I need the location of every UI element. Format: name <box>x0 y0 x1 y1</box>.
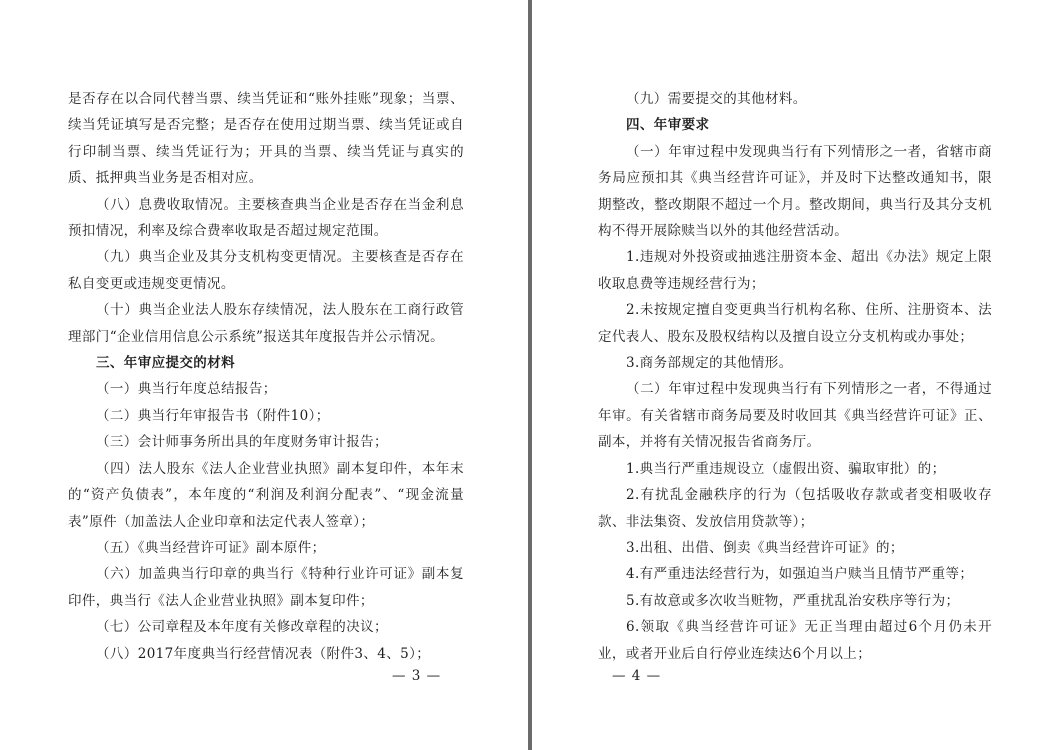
page-number: — 4 — <box>612 668 662 684</box>
section-heading: 四、年审要求 <box>626 117 710 134</box>
list-item: （四）法人股东《法人企业营业执照》副本复印件，本年末的“资产负债表”，本年度的“利润及利润分配表”、“现金流量表”原件（加盖法人企业印章和法定代表人签章）； <box>68 460 464 530</box>
document-page-3 <box>0 0 528 750</box>
list-item: 6.领取《典当经营许可证》无正当理由超过6个月仍未开业，或者开业后自行停业连续达6个月以上； <box>598 619 992 662</box>
paragraph: （十）典当企业法人股东存续情况，法人股东在工商行政管理部门“企业信用信息公示系统”报送其年度报告并公示情况。 <box>68 302 464 345</box>
list-item: （六）加盖典当行印章的典当行《特种行业许可证》副本复印件，典当行《法人企业营业执照》副本复印件； <box>68 566 464 609</box>
list-item: 1.违规对外投资或抽逃注册资本金、超出《办法》规定上限收取息费等违规经营行为； <box>598 249 992 292</box>
paragraph: （九）典当企业及其分支机构变更情况。主要核查是否存在私自变更或违规变更情况。 <box>68 249 464 292</box>
list-item: （三）会计师事务所出具的年度财务审计报告； <box>96 434 388 451</box>
list-item: 3.出租、出借、倒卖《典当经营许可证》的； <box>626 539 904 556</box>
list-item: （九）需要提交的其他材料。 <box>626 91 807 107</box>
page-4-body <box>598 86 992 667</box>
list-item: （一）典当行年度总结报告； <box>96 381 277 398</box>
list-item: （七）公司章程及本年度有关修改章程的决议； <box>96 619 388 636</box>
list-item: （八）2017年度典当行经营情况表（附件3、4、5）； <box>96 645 431 662</box>
list-item: 1.典当行严重违规设立（虚假出资、骗取审批）的； <box>626 460 946 477</box>
list-item: （五）《典当经营许可证》副本原件； <box>96 539 326 556</box>
paragraph: 是否存在以合同代替当票、续当凭证和“账外挂账”现象；当票、续当凭证填写是否完整；是否存在使用过期当票、续当凭证或自行印制当票、续当凭证行为；开具的当票、续当凭证与真实的质、抵押典当业务是否相对应。 <box>68 91 464 187</box>
page-number: — 3 — <box>392 668 442 684</box>
list-item: （二）典当行年审报告书（附件10）； <box>96 407 330 424</box>
list-item: 2.未按规定擅自变更典当行机构名称、住所、注册资本、法定代表人、股东及股权结构以及擅自设立分支机构或办事处； <box>598 302 992 345</box>
page-3-body <box>68 86 464 667</box>
list-item: 5.有故意或多次收当赃物，严重扰乱治安秩序等行为； <box>626 592 960 609</box>
paragraph: （八）息费收取情况。主要核查典当企业是否存在当金利息预扣情况，利率及综合费率收取是否超过规定范围。 <box>68 196 464 240</box>
paragraph: （一）年审过程中发现典当行有下列情形之一者，省辖市商务局应预扣其《典当经营许可证》，并及时下达整改通知书，限期整改，整改期限不超过一个月。整改期间，典当行及其分支机构不得开展除赎当以外的其他经营活动。 <box>598 143 992 240</box>
paragraph: （二）年审过程中发现典当行有下列情形之一者，不得通过年审。有关省辖市商务局要及时收回其《典当经营许可证》正、副本，并将有关情况报告省商务厅。 <box>598 381 992 451</box>
list-item: 3.商务部规定的其他情形。 <box>626 355 793 372</box>
document-page-4 <box>532 0 1062 750</box>
list-item: 2.有扰乱金融秩序的行为（包括吸收存款或者变相吸收存款、非法集资、发放信用贷款等）； <box>598 487 992 530</box>
list-item: 4.有严重违法经营行为，如强迫当户赎当且情节严重等； <box>626 566 974 583</box>
section-heading: 三、年审应提交的材料 <box>96 355 235 372</box>
